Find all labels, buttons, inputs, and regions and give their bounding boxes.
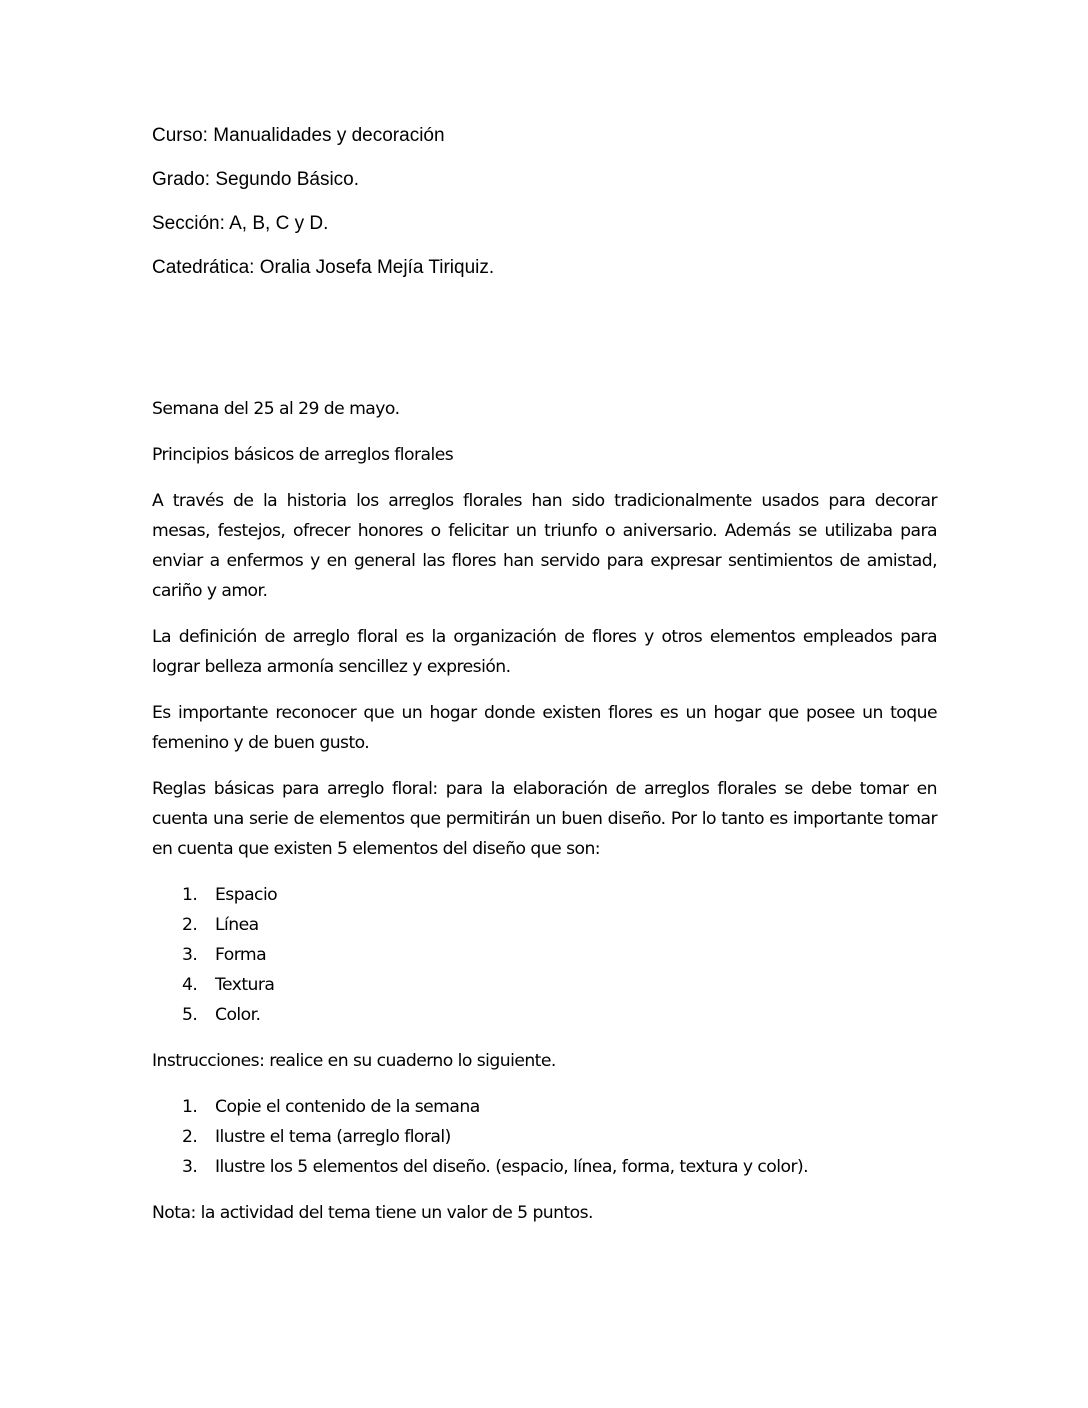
list-item <box>152 910 937 940</box>
list-text: Ilustre los 5 elementos del diseño. (espacio, línea, forma, textura y color). <box>215 1157 809 1177</box>
instructions-label: Instrucciones: realice en su cuaderno lo siguiente. <box>152 1051 556 1071</box>
week-line: Semana del 25 al 29 de mayo. <box>152 399 400 419</box>
list-item <box>152 970 937 1000</box>
list-item <box>152 1122 937 1152</box>
paragraph-history: A través de la historia los arreglos florales han sido tradicionalmente usados para decorar mesas, festejos, ofrecer honores o felicitar un triunfo o aniversario. Además se utilizaba para enviar a enfermos y en general las flores han servido para expresar sentimientos de amistad, cariño y amor. <box>152 491 937 601</box>
instructions-list <box>152 1092 937 1182</box>
paragraph-importance: Es importante reconocer que un hogar donde existen flores es un hogar que posee un toque femenino y de buen gusto. <box>152 703 937 753</box>
list-text: Copie el contenido de la semana <box>215 1097 480 1117</box>
list-number: 1. <box>182 1097 198 1117</box>
list-item <box>152 1092 937 1122</box>
list-text: Color. <box>215 1005 261 1025</box>
list-number: 3. <box>182 1157 198 1177</box>
paragraph-rules: Reglas básicas para arreglo floral: para la elaboración de arreglos florales se debe tomar en cuenta una serie de elementos que permitirán un buen diseño. Por lo tanto es importante tomar en cuenta que existen 5 elementos del diseño que son: <box>152 779 937 859</box>
list-number: 3. <box>182 945 198 965</box>
list-item <box>152 940 937 970</box>
note-line: Nota: la actividad del tema tiene un valor de 5 puntos. <box>152 1203 593 1223</box>
list-number: 2. <box>182 915 198 935</box>
section-line: Sección: A, B, C y D. <box>152 213 329 234</box>
list-item <box>152 1000 937 1030</box>
document-body <box>152 394 937 1244</box>
list-number: 1. <box>182 885 198 905</box>
teacher-line: Catedrática: Oralia Josefa Mejía Tiriquiz. <box>152 257 495 278</box>
paragraph-definition: La definición de arreglo floral es la organización de flores y otros elementos empleados para lograr belleza armonía sencillez y expresión. <box>152 627 937 677</box>
list-text: Espacio <box>215 885 278 905</box>
topic-title: Principios básicos de arreglos florales <box>152 445 454 465</box>
list-number: 2. <box>182 1127 198 1147</box>
list-text: Línea <box>215 915 259 935</box>
course-header <box>152 124 952 300</box>
list-text: Ilustre el tema (arreglo floral) <box>215 1127 451 1147</box>
list-text: Forma <box>215 945 267 965</box>
course-line: Curso: Manualidades y decoración <box>152 125 445 146</box>
grade-line: Grado: Segundo Básico. <box>152 169 360 190</box>
list-number: 4. <box>182 975 198 995</box>
list-number: 5. <box>182 1005 198 1025</box>
list-text: Textura <box>215 975 275 995</box>
design-elements-list <box>152 880 937 1030</box>
list-item <box>152 1152 937 1182</box>
list-item <box>152 880 937 910</box>
